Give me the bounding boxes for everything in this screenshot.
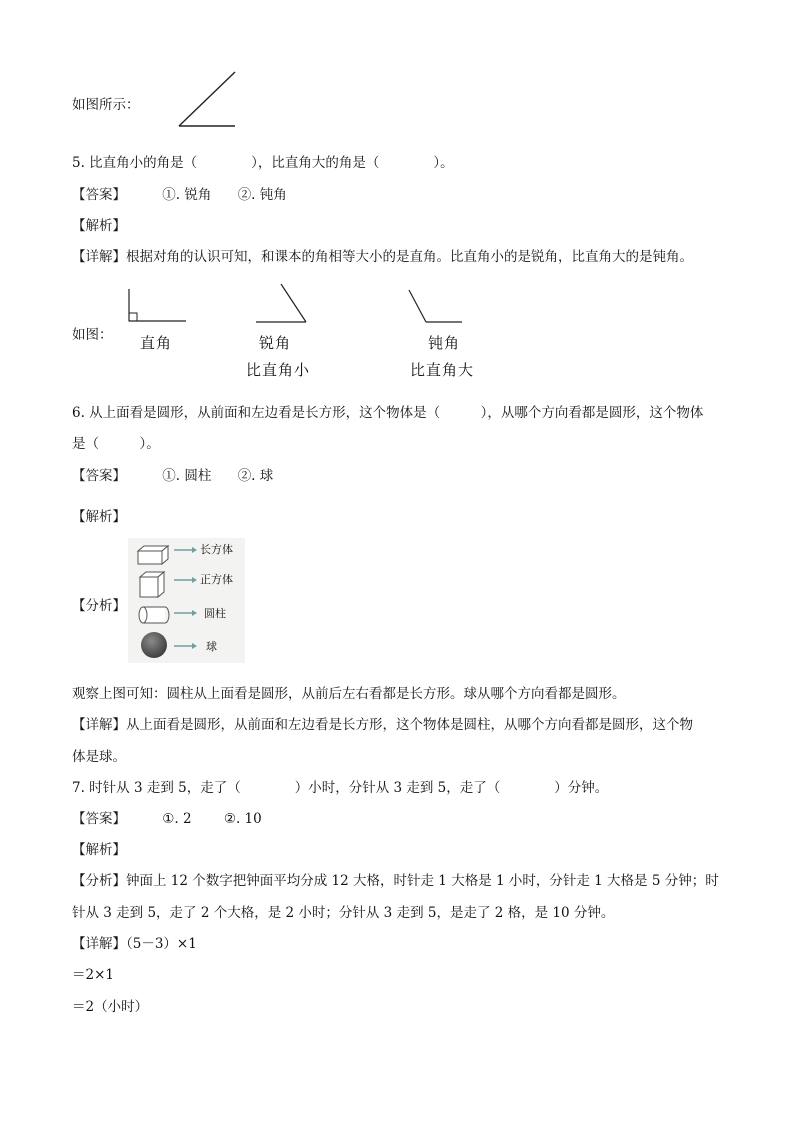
solid-shapes-figure <box>128 538 245 663</box>
answer-tag: 【答案】 <box>72 187 126 203</box>
thumb-label-cube: 正方体 <box>200 573 233 586</box>
q6-answer-1: ①. 圆柱 <box>162 468 212 484</box>
q5-analysis-tag: 【解析】 <box>72 218 126 234</box>
q6-answer-2: ②. 球 <box>237 468 274 484</box>
arrow-icon <box>174 546 198 554</box>
thumb-label-cylinder: 圆柱 <box>204 607 226 620</box>
q5-answer-1: ①. 锐角 <box>162 187 212 203</box>
answer-tag: 【答案】 <box>72 468 126 484</box>
q7-answer-2: ②. 10 <box>223 811 262 827</box>
right-angle-figure <box>126 287 188 325</box>
q5-answer-row <box>72 183 287 203</box>
q6-observe: 观察上图可知：圆柱从上面看是圆形，从前后左右看都是长方形。球从哪个方向看都是圆形。 <box>72 686 626 702</box>
q7-analysis-tag: 【解析】 <box>72 842 126 858</box>
q6-fenxi-tag: 【分析】 <box>72 598 126 614</box>
cylinder-icon <box>138 604 170 626</box>
obtuse-angle-figure <box>406 288 464 324</box>
sphere-icon <box>140 631 168 659</box>
arrow-icon <box>174 642 198 650</box>
q5-figure-prefix: 如图： <box>72 327 113 343</box>
q6-detail-line-1: 【详解】从上面看是圆形，从前面和左边看是长方形，这个物体是圆柱，从哪个方向看都是圆形，这个物 <box>72 717 693 733</box>
thumb-label-sphere: 球 <box>206 640 217 653</box>
cube-icon <box>138 570 166 600</box>
angle-figure <box>175 70 237 130</box>
cuboid-icon <box>136 544 172 566</box>
fig-label-right-angle: 直角 <box>140 334 173 352</box>
fig-sublabel-larger: 比直角大 <box>410 361 475 379</box>
q7-detail-line-1: 【详解】（5－3）×1 <box>72 936 197 952</box>
q6-question-line-1: 6. 从上面看是圆形，从前面和左边看是长方形，这个物体是（ ），从哪个方向看都是圆形，这个物体 <box>72 405 704 421</box>
thumb-label-cuboid: 长方体 <box>200 543 233 556</box>
q6-answer-row <box>72 464 273 484</box>
fig-sublabel-smaller: 比直角小 <box>246 361 311 379</box>
q7-detail-line-2: ＝2×1 <box>72 967 114 983</box>
q6-analysis-tag: 【解析】 <box>72 509 126 525</box>
fig-label-obtuse-angle: 钝角 <box>428 334 461 352</box>
intro-line: 如图所示： <box>72 97 140 113</box>
q5-answer-2: ②. 钝角 <box>237 187 287 203</box>
q6-question-line-2: 是（ ）。 <box>72 436 160 452</box>
q7-fenxi-line-2: 针从 3 走到 5，走了 2 个大格，是 2 小时；分针从 3 走到 5，是走了 2 格，是 10 分钟。 <box>72 905 615 921</box>
arrow-icon <box>174 576 198 584</box>
q7-detail-line-3: ＝2（小时） <box>72 999 149 1015</box>
acute-angle-figure <box>254 282 310 324</box>
arrow-icon <box>174 609 198 617</box>
fig-label-acute-angle: 锐角 <box>259 334 292 352</box>
q7-answer-1: ①. 2 <box>162 811 192 827</box>
q5-detail: 【详解】根据对角的认识可知，和课本的角相等大小的是直角。比直角小的是锐角，比直角大的是钝角。 <box>72 249 693 265</box>
answer-tag: 【答案】 <box>72 811 126 827</box>
q7-answer-row <box>72 807 262 827</box>
q7-question: 7. 时针从 3 走到 5，走了（ ）小时，分针从 3 走到 5，走了（ ）分钟。 <box>72 780 609 796</box>
q7-fenxi-line-1: 【分析】钟面上 12 个数字把钟面平均分成 12 大格，时针走 1 大格是 1 小时，分针走 1 大格是 5 分钟；时 <box>72 873 719 889</box>
q6-detail-line-2: 体是球。 <box>72 749 126 765</box>
q5-question: 5. 比直角小的角是（ ），比直角大的角是（ ）。 <box>72 155 454 171</box>
